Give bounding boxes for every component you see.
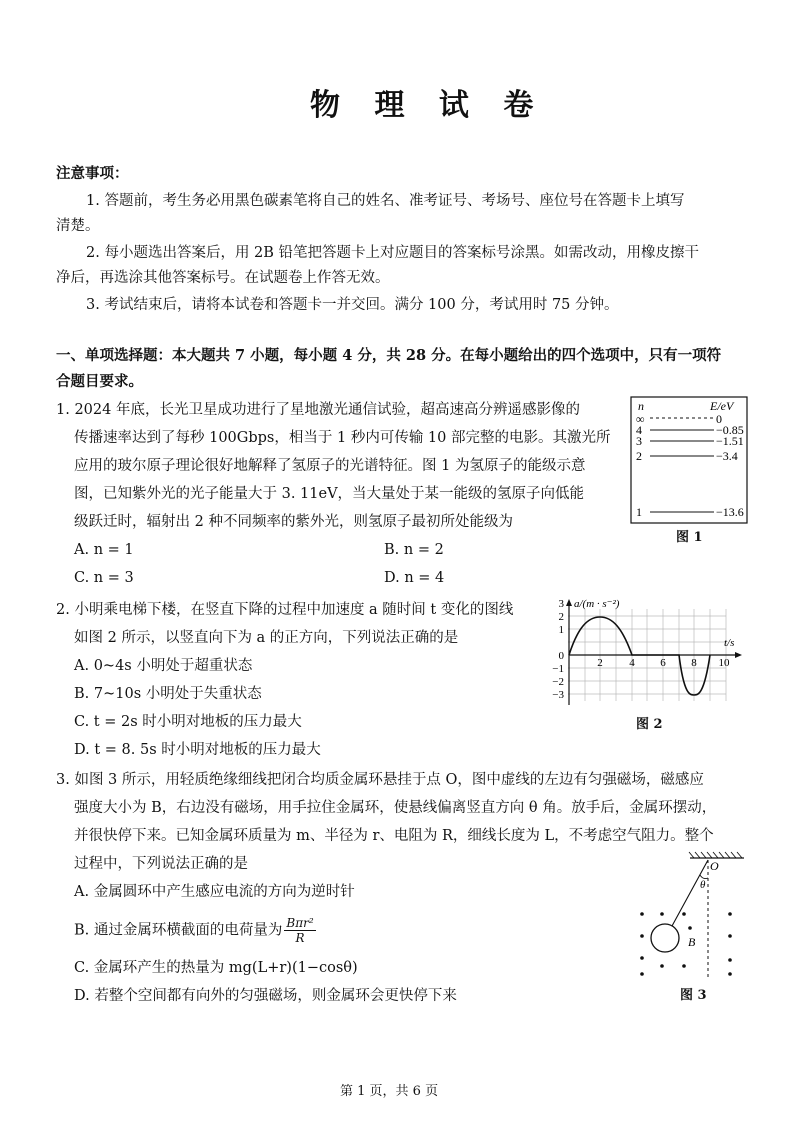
q1-option-c: C. n = 3 (74, 570, 134, 586)
fig1-level-e: −3.4 (716, 449, 738, 463)
fig2-ytick: −1 (552, 663, 564, 675)
q1-option-d: D. n = 4 (384, 570, 445, 586)
section-heading-cont: 合题目要求。 (56, 373, 143, 390)
notice-item-2: 2. 每小题选出答案后，用 2B 铅笔把答题卡上对应题目的答案标号涂黑。如需改动，用橡皮擦干 (86, 245, 700, 261)
q3-option-b (74, 916, 316, 945)
figure-1-caption: 图 1 (676, 530, 703, 545)
acceleration-graph (548, 597, 748, 711)
section-heading: 一、单项选择题：本大题共 7 小题，每小题 4 分，共 28 分。在每小题给出的四个选项中，只有一项符 (56, 347, 722, 364)
q3-line: 3. 如图 3 所示，用轻质绝缘细线把闭合均质金属环悬挂于点 O，图中虚线的左边有匀强磁场，磁感应 (56, 772, 704, 788)
fig1-level-n: 4 (636, 423, 642, 437)
ring-pendulum-figure (630, 850, 748, 982)
notice-item-1-cont: 清楚。 (56, 218, 100, 234)
q2-option-d: D. t = 8. 5s 时小明对地板的压力最大 (74, 742, 321, 758)
fig1-level-n: ∞ (636, 412, 645, 426)
q1-line: 1. 2024 年底，长光卫星成功进行了星地激光通信试验，超高速高分辨遥感影像的 (56, 402, 580, 418)
fig1-level-n: 2 (636, 449, 642, 463)
q2-option-c: C. t = 2s 时小明对地板的压力最大 (74, 714, 302, 730)
fraction-denominator: R (295, 931, 305, 945)
page-title: 物 理 试 卷 (310, 88, 546, 123)
energy-level-figure (630, 396, 748, 524)
q2-line: 2. 小明乘电梯下楼，在竖直下降的过程中加速度 a 随时间 t 变化的图线 (56, 602, 514, 618)
fig1-header-e: E/eV (710, 399, 734, 413)
q3-option-d: D. 若整个空间都有向外的匀强磁场，则金属环会更快停下来 (74, 988, 457, 1004)
fig1-level-n: 3 (636, 434, 642, 448)
fig1-level-n: 1 (636, 505, 642, 519)
notice-item-1: 1. 答题前，考生务必用黑色碳素笔将自己的姓名、准考证号、考场号、座位号在答题卡上填写 (86, 193, 685, 209)
q3-line: 并很快停下来。已知金属环质量为 m、半径为 r、电阻为 R，细线长度为 L，不考虑空气阻力。整个 (74, 828, 714, 844)
fig1-level-e: −1.51 (716, 434, 744, 448)
q1-line: 应用的玻尔原子理论很好地解释了氢原子的光谱特征。图 1 为氢原子的能级示意 (74, 458, 586, 474)
fig2-xlabel: t/s (724, 637, 735, 649)
q3-option-b-text: B. 通过金属环横截面的电荷量为 (74, 922, 283, 939)
fig2-xtick: 8 (691, 657, 697, 669)
page-footer: 第 1 页，共 6 页 (340, 1084, 439, 1099)
q2-line: 如图 2 所示，以竖直向下为 a 的正方向，下列说法正确的是 (74, 630, 459, 646)
fig3-label-o: O (710, 859, 719, 873)
q2-option-b: B. 7~10s 小明处于失重状态 (74, 686, 262, 702)
q1-option-b: B. n = 2 (384, 542, 444, 558)
figure-2-caption: 图 2 (636, 717, 663, 732)
q2-option-a: A. 0~4s 小明处于超重状态 (74, 658, 253, 674)
fig2-xtick: 2 (597, 657, 603, 669)
q3-line: 强度大小为 B，右边没有磁场，用手拉住金属环，使悬线偏离竖直方向 θ 角。放手后，金属环摆动， (74, 800, 717, 816)
fig2-ytick: 2 (558, 611, 564, 623)
fig1-level-e: 0 (716, 412, 722, 426)
fig2-xtick: 10 (718, 657, 730, 669)
fig3-label-b: B (688, 935, 696, 949)
q1-line: 传播速率达到了每秒 100Gbps，相当于 1 秒内可传输 10 部完整的电影。其激光所 (74, 430, 611, 446)
q1-line: 级跃迁时，辐射出 2 种不同频率的紫外光，则氢原子最初所处能级为 (74, 514, 513, 530)
q3-option-a: A. 金属圆环中产生感应电流的方向为逆时针 (74, 884, 355, 900)
q1-option-a: A. n = 1 (74, 542, 134, 558)
fig2-ytick: −2 (552, 676, 564, 688)
charge-fraction (284, 916, 315, 945)
notice-heading: 注意事项： (56, 165, 129, 182)
notice-item-3: 3. 考试结束后，请将本试卷和答题卡一并交回。满分 100 分，考试用时 75 分钟。 (86, 297, 619, 313)
fig2-ytick: 1 (558, 624, 564, 636)
fig1-header-n: n (638, 399, 644, 413)
fig2-xtick: 6 (660, 657, 666, 669)
figure-3-caption: 图 3 (680, 988, 707, 1003)
fig2-ytick: −3 (552, 689, 564, 701)
q3-line: 过程中，下列说法正确的是 (74, 856, 248, 872)
fig1-level-e: −13.6 (716, 505, 744, 519)
fraction-numerator: Bπr² (286, 916, 314, 930)
q3-option-c: C. 金属环产生的热量为 mg(L+r)(1−cosθ) (74, 960, 358, 976)
fig2-xtick: 4 (629, 657, 635, 669)
fig2-ytick: 3 (558, 598, 564, 610)
fig2-ylabel: a/(m · s⁻²) (574, 598, 620, 610)
q1-line: 图，已知紫外光的光子能量大于 3. 11eV，当大量处于某一能级的氢原子向低能 (74, 486, 585, 502)
fig1-level-e: −0.85 (716, 423, 744, 437)
fig3-label-theta: θ (700, 879, 706, 891)
fig2-ytick: 0 (558, 650, 564, 662)
notice-item-2-cont: 净后，再选涂其他答案标号。在试题卷上作答无效。 (56, 270, 390, 286)
